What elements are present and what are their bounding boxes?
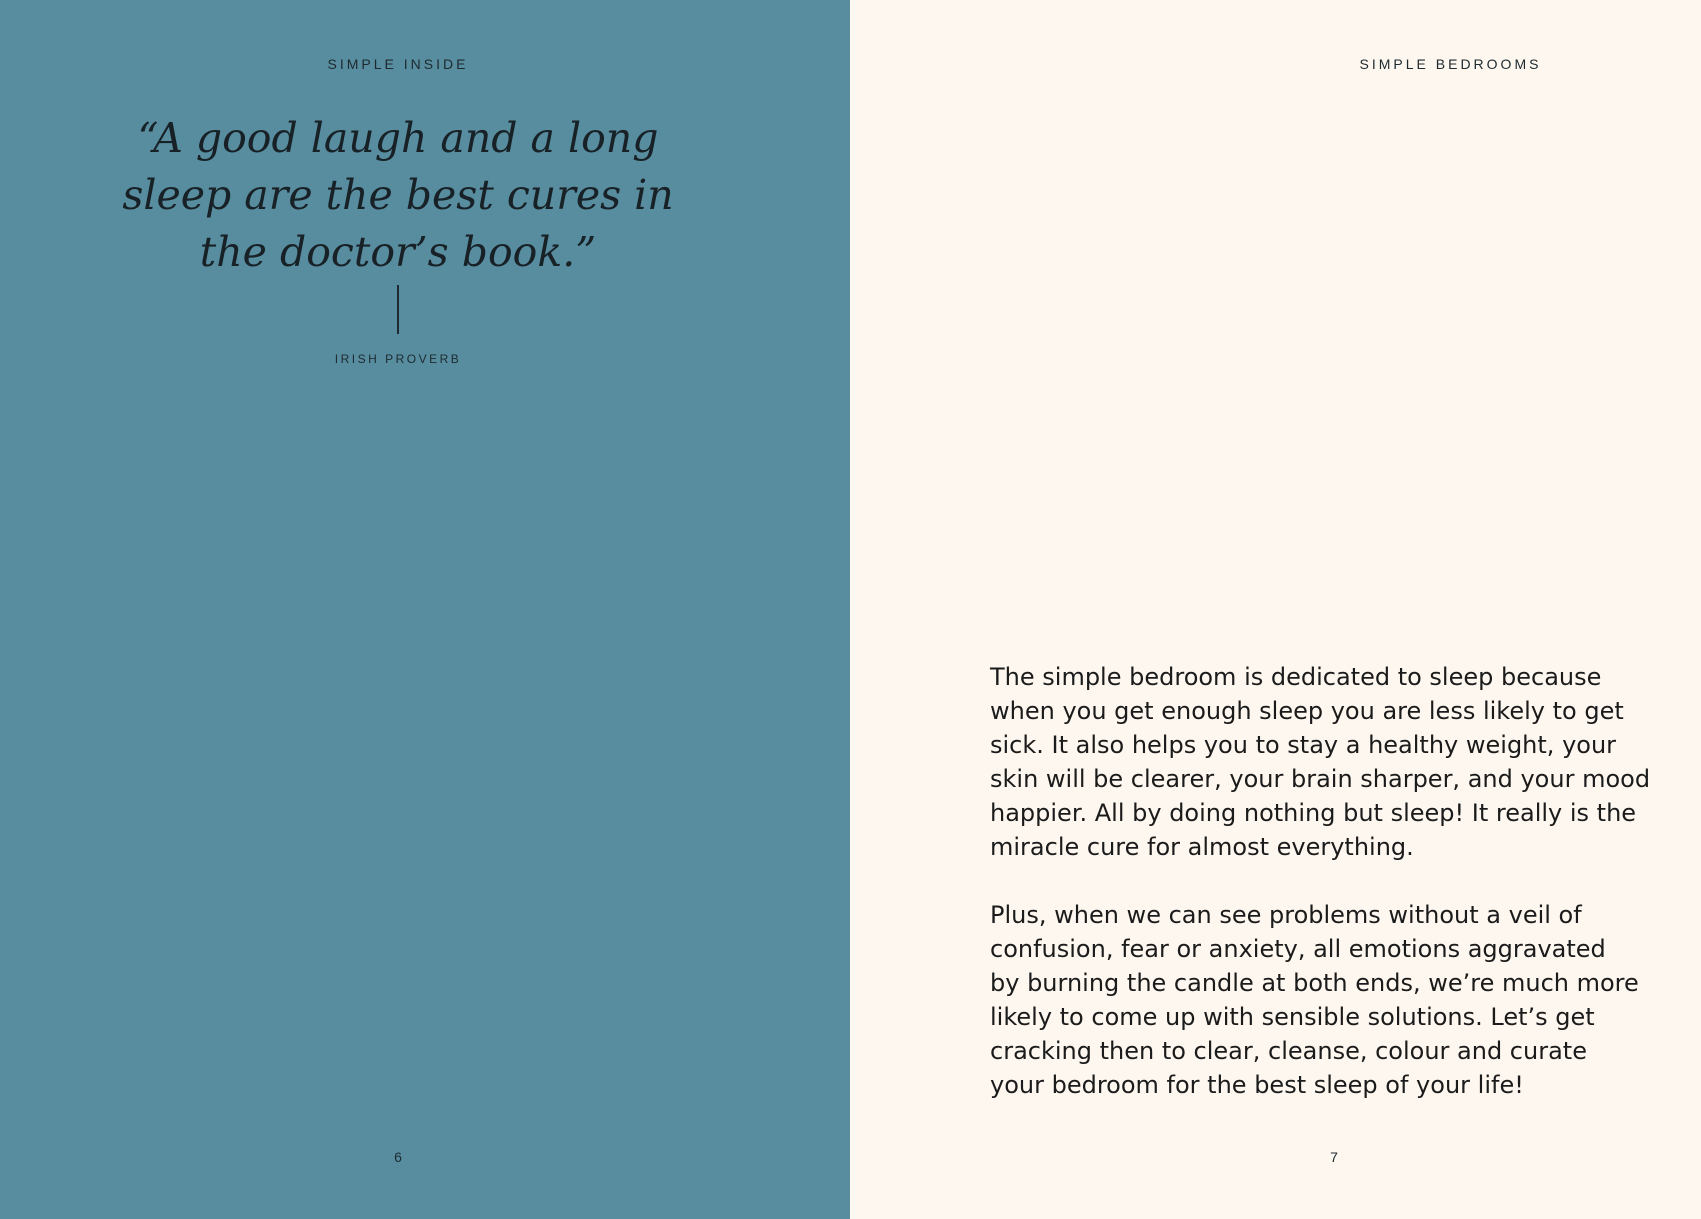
paragraph-line: when you get enough sleep you are less likely to get [990,697,1624,725]
quote-line: sleep are the best cures in [122,171,674,219]
paragraph [990,898,1650,1102]
paragraph-line: likely to come up with sensible solutions. Let’s get [990,1003,1595,1031]
paragraph-line: miracle cure for almost everything. [990,833,1414,861]
paragraph [990,660,1650,864]
quote-attribution: IRISH PROVERB [334,352,462,366]
right-page [850,0,1701,1219]
quote-line: “A good laugh and a long [137,114,659,162]
running-head-right: SIMPLE BEDROOMS [1359,56,1542,72]
paragraph-line: by burning the candle at both ends, we’re much more [990,969,1639,997]
paragraph-line: Plus, when we can see problems without a veil of [990,901,1582,929]
page-number-left: 6 [394,1149,402,1165]
quote-divider-rule [397,285,399,334]
paragraph-line: confusion, fear or anxiety, all emotions aggravated [990,935,1606,963]
paragraph-line: cracking then to clear, cleanse, colour and curate [990,1037,1587,1065]
paragraph-line: your bedroom for the best sleep of your life! [990,1071,1524,1099]
page-number-right: 7 [1330,1149,1338,1165]
paragraph-line: sick. It also helps you to stay a healthy weight, your [990,731,1617,759]
pull-quote [100,110,696,281]
running-head-left: SIMPLE INSIDE [327,56,469,72]
body-text [990,660,1650,1136]
quote-line: the doctor’s book.” [199,228,597,276]
left-page [0,0,850,1219]
paragraph-line: happier. All by doing nothing but sleep! It really is the [990,799,1637,827]
paragraph-line: skin will be clearer, your brain sharper, and your mood [990,765,1651,793]
paragraph-line: The simple bedroom is dedicated to sleep because [990,663,1602,691]
